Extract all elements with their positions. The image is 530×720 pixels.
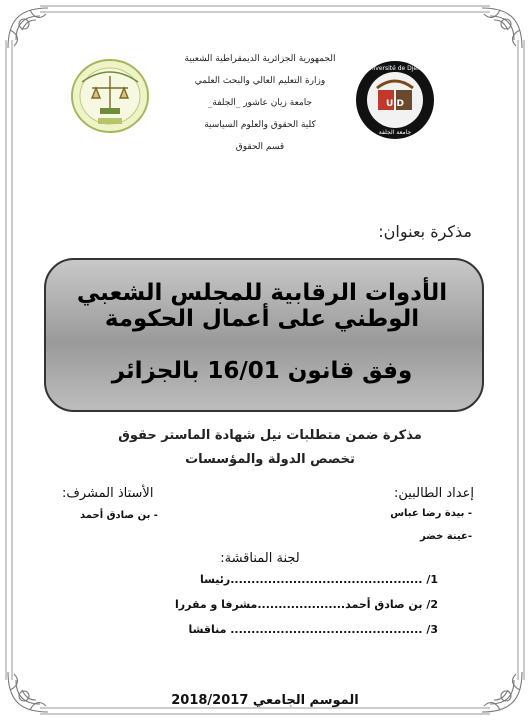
memo-label: مذكرة بعنوان: (378, 222, 472, 241)
jury-row-number: 1/ (426, 573, 438, 586)
jury-row-2 (88, 598, 438, 611)
header-university: جامعة زيان عاشور _الجلفة_ (207, 98, 313, 108)
logo-letter-u: U D (386, 99, 404, 109)
jury-row-1 (88, 573, 438, 586)
jury-row-3 (88, 623, 438, 636)
corner-ornament-bottom-right (482, 672, 522, 712)
header-ministry: وزارة التعليم العالي والبحث العلمي (194, 76, 326, 86)
thesis-title-line-1: الأدوات الرقابية للمجلس الشعبي الوطني على أعمال الحكومة (76, 280, 448, 332)
corner-ornament-top-left (8, 8, 48, 48)
jury-row-number: 2/ (426, 598, 438, 611)
jury-label: لجنة المناقشة: (220, 551, 300, 566)
header-department: قسم الحقوق (235, 142, 285, 152)
faculty-logo (70, 58, 150, 134)
logo-university-name: Université de Djelfa (365, 65, 425, 72)
jury-row-number: 3/ (426, 623, 438, 636)
supervisor-label: الأستاذ المشرف: (62, 486, 154, 501)
header-republic: الجمهورية الجزائرية الديمقراطية الشعبية (184, 54, 336, 64)
student-name-2: -عينة خضر (420, 531, 472, 542)
supervisor-name: - بن صادق أحمد (80, 510, 158, 521)
institution-header (150, 48, 370, 158)
jury-row-text: ..............................................رئيسا (199, 573, 423, 586)
jury-row-text: .............................................. مناقشا (188, 623, 423, 636)
specialization: تخصص الدولة والمؤسسات (185, 452, 355, 467)
corner-ornament-top-right (482, 8, 522, 48)
degree-requirement: مذكرة ضمن متطلبات نيل شهادة الماستر حقوق (118, 428, 422, 443)
header-faculty: كلية الحقوق والعلوم السياسية (204, 120, 316, 130)
logo-caption: جامعة الجلفة (378, 129, 412, 136)
student-name-1: - بيدة رضا عباس (390, 508, 472, 519)
thesis-title-line-2: وفق قانون 16/01 بالجزائر (111, 358, 413, 384)
jury-row-text: بن صادق أحمد.....................مشرفا و مقررا (175, 598, 423, 611)
academic-year: الموسم الجامعي 2018/2017 (171, 693, 359, 708)
corner-ornament-bottom-left (8, 672, 48, 712)
prepared-by-label: إعداد الطالبين: (393, 486, 474, 501)
